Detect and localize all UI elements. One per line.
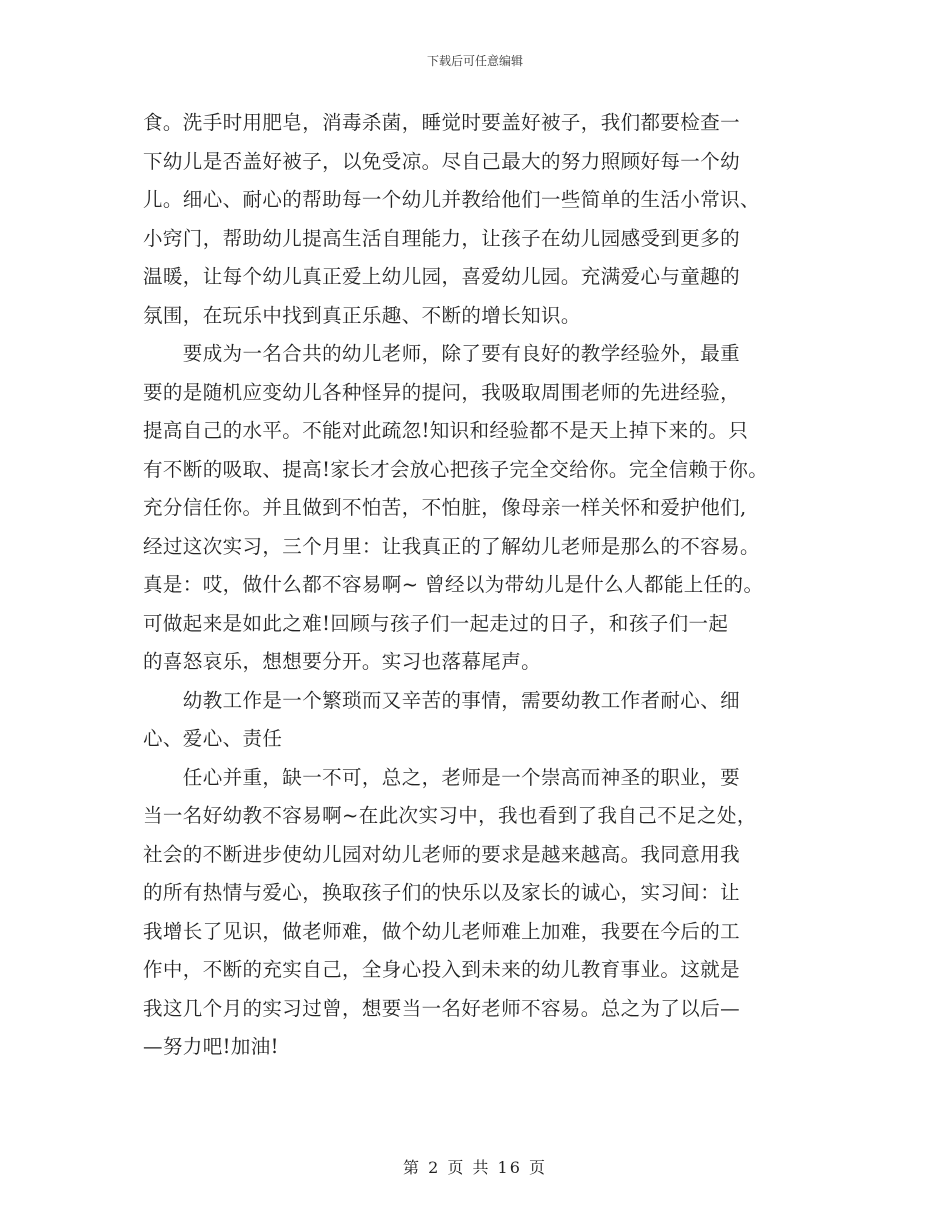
text-line: 的所有热情与爱心，换取孩子们的快乐以及家长的诚心，实习间：让 bbox=[143, 881, 741, 904]
text-line: 温暖，让每个幼儿真正爱上幼儿园，喜爱幼儿园。充满爱心与童趣的 bbox=[143, 265, 741, 288]
text-line: 下幼儿是否盖好被子，以免受凉。尽自己最大的努力照顾好每一个幼 bbox=[143, 149, 741, 173]
text-line: 任心并重，缺一不可，总之，老师是一个崇高而神圣的职业，要 bbox=[143, 765, 741, 789]
text-line: 要的是随机应变幼儿各种怪异的提问，我吸取周围老师的先进经验， bbox=[143, 380, 741, 404]
text-line: —努力吧!加油! bbox=[143, 1035, 279, 1058]
page-footer: 第 2 页 共 16 页 bbox=[403, 1158, 547, 1177]
text-line: 幼教工作是一个繁琐而又辛苦的事情，需要幼教工作者耐心、细 bbox=[143, 688, 741, 712]
text-line: 真是：哎，做什么都不容易啊~ 曾经以为带幼儿是什么人都能上任的。 bbox=[143, 573, 764, 596]
text-line: 社会的不断进步使幼儿园对幼儿老师的要求是越来越高。我同意用我 bbox=[143, 842, 741, 866]
text-line: 氛围，在玩乐中找到真正乐趣、不断的增长知识。 bbox=[143, 303, 581, 327]
text-line: 作中，不断的充实自己，全身心投入到未来的幼儿教育事业。这就是 bbox=[143, 958, 741, 981]
page-header: 下载后可任意编辑 bbox=[426, 54, 523, 68]
text-line: 我增长了见识，做老师难，做个幼儿老师难上加难，我要在今后的工 bbox=[143, 919, 741, 943]
text-line: 有不断的吸取、提高!家长才会放心把孩子完全交给你。完全信赖于你。 bbox=[143, 457, 769, 481]
text-line: 心、爱心、责任 bbox=[143, 727, 283, 750]
text-line: 经过这次实习，三个月里：让我真正的了解幼儿老师是那么的不容易。 bbox=[143, 534, 760, 558]
text-line: 的喜怒哀乐，想想要分开。实习也落幕尾声。 bbox=[143, 650, 542, 673]
body-text bbox=[143, 104, 823, 1067]
text-line: 充分信任你。并且做到不怕苦，不怕脏，像母亲一样关怀和爱护他们, bbox=[143, 496, 747, 519]
text-line: 食。洗手时用肥皂，消毒杀菌，睡觉时要盖好被子，我们都要检查一 bbox=[143, 111, 741, 134]
text-line: 儿。细心、耐心的帮助每一个幼儿并教给他们一些简单的生活小常识、 bbox=[143, 188, 760, 211]
text-line: 要成为一名合共的幼儿老师，除了要有良好的教学经验外，最重 bbox=[143, 342, 741, 365]
text-line: 小窍门，帮助幼儿提高生活自理能力，让孩子在幼儿园感受到更多的 bbox=[143, 226, 741, 250]
text-line: 我这几个月的实习过曾，想要当一名好老师不容易。总之为了以后— bbox=[143, 996, 741, 1020]
text-line: 当一名好幼教不容易啊~在此次实习中，我也看到了我自己不足之处， bbox=[143, 804, 757, 827]
text-line: 提高自己的水平。不能对此疏忽!知识和经验都不是天上掉下来的。只 bbox=[143, 419, 749, 442]
text-line: 可做起来是如此之难!回顾与孩子们一起走过的日子，和孩子们一起 bbox=[143, 611, 729, 635]
